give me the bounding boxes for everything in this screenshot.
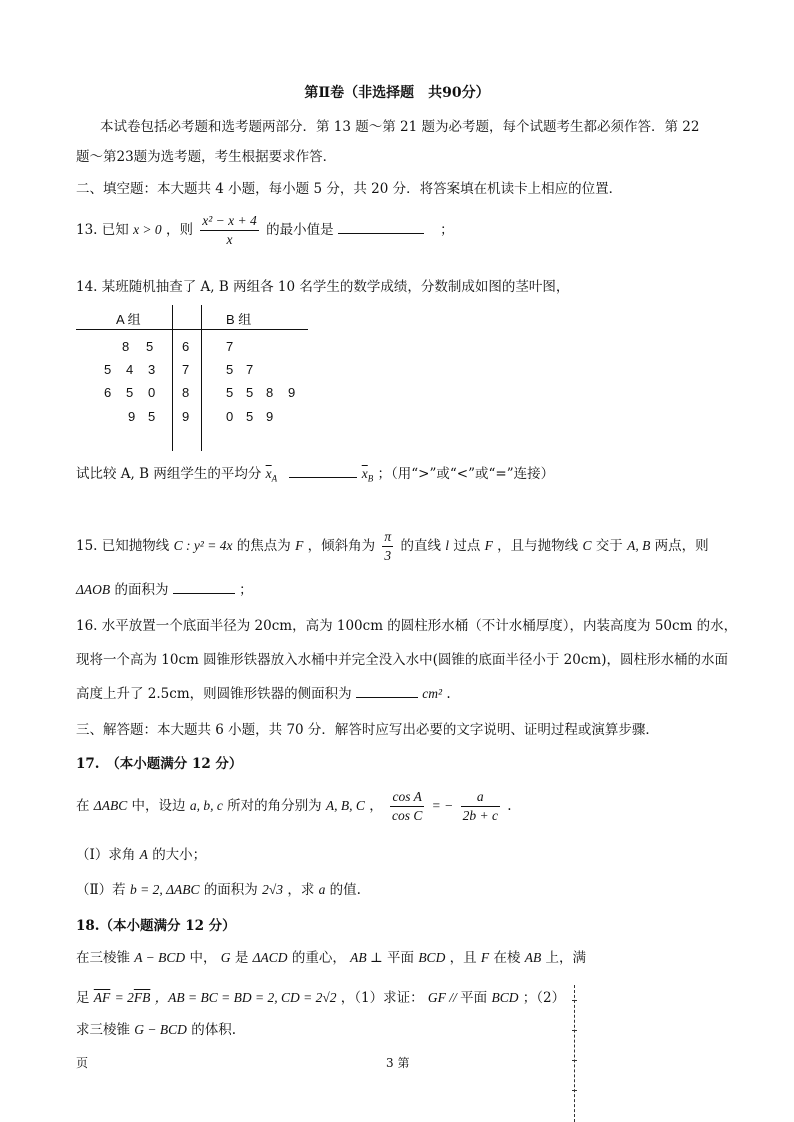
leaf-a: 0 (148, 385, 156, 400)
q17-text: 的面积为 (203, 882, 258, 898)
q18-text: 求三棱锥 (76, 1022, 130, 1038)
q18-vector-af: $\overline{AF}$ (93, 990, 111, 1005)
part2-heading: 二、填空题：本大题共 4 小题，每小题 5 分，共 20 分．将答案填在机读卡上相应的位置． (76, 181, 623, 197)
leaf-a: 5 (148, 409, 156, 424)
stem: 6 (182, 339, 190, 354)
q15-angle-den: 3 (384, 548, 392, 563)
leaf-b: 9 (288, 385, 296, 400)
q15-curve-name: C (582, 538, 592, 553)
q17-text: 的大小； (152, 847, 207, 863)
q15-focus: F (484, 538, 493, 553)
binding-tick (572, 1090, 577, 1091)
q14-mean-b: $\overline{x}$ (361, 466, 368, 481)
q16-end: . (446, 686, 451, 702)
q15-text: 的焦点为 (236, 538, 291, 554)
binding-line (574, 985, 575, 1122)
q15-text: 的直线 (400, 538, 441, 554)
q15-text: 的面积为 (114, 582, 169, 598)
q16-answer-blank[interactable] (356, 697, 418, 698)
q18-math: A − BCD (134, 950, 186, 965)
q18-text: 上，满 (545, 950, 587, 966)
q18-math: = 2 (114, 990, 134, 1005)
q17-angles: A, B, C (325, 798, 365, 813)
q18-text: ，（1）求证： (340, 990, 424, 1006)
q15-text: 交于 (595, 538, 623, 554)
q18-text: ；（2） (522, 990, 566, 1006)
q17-part-2 (76, 878, 361, 898)
q18-math: ，AB = BC = BD = 2, CD = 2√2 (154, 990, 337, 1005)
q14-mean-a: $\overline{x}$ (265, 466, 272, 481)
stem-leaf-row (76, 339, 308, 359)
intro-line-1: 本试卷包括必考题和选考题两部分．第 13 题～第 21 题为必考题，每个试题考生都必须作答．第 22 (100, 119, 700, 135)
question-16-line-1: 16. 水平放置一个底面半径为 20cm，高为 100cm 的圆柱形水桶（不计水桶厚度），内装高度为 50cm 的水， (76, 618, 738, 634)
q15-text: 过点 (453, 538, 481, 554)
stem: 9 (182, 409, 190, 424)
binding-tick (572, 1060, 577, 1061)
q16-text: 高度上升了 2.5cm，则圆锥形铁器的侧面积为 (76, 686, 352, 702)
q14-mean-b-sub: B (367, 473, 374, 484)
footer-page-number: 3 第 (386, 1056, 410, 1070)
q13-mid: ，则 (165, 222, 193, 238)
question-15-line-1 (76, 528, 709, 565)
q18-number: 18. (76, 918, 100, 934)
q15-points: A, B (627, 538, 651, 553)
q13-condition: x > 0 (133, 222, 162, 237)
stem-leaf-header-rule (76, 329, 308, 330)
q14-compare-line (76, 462, 554, 484)
q18-heading (76, 914, 236, 934)
q18-math: BCD (418, 950, 446, 965)
leaf-b: 7 (246, 362, 254, 377)
q17-frac1-den: cos C (392, 808, 423, 823)
stem-leaf-header-b: B 组 (226, 312, 252, 327)
q16-unit: cm² (422, 686, 443, 701)
q13-answer-blank[interactable] (338, 233, 424, 234)
q13-prefix: 13. 已知 (76, 222, 129, 238)
intro-line-2: 题～第23题为选考题，考生根据要求作答． (76, 149, 337, 165)
q15-text: 15. 已知抛物线 (76, 538, 170, 554)
q17-text: 在 (76, 798, 90, 814)
q18-math: AB ⊥ (350, 950, 383, 965)
q17-frac1-num: cos A (390, 788, 424, 807)
q17-frac2-num: a (461, 788, 500, 807)
q18-text: 中， (189, 950, 217, 966)
q15-text: 两点，则 (654, 538, 709, 554)
q15-text: ，且与抛物线 (497, 538, 579, 554)
leaf-a: 6 (104, 385, 112, 400)
question-15-line-2 (76, 578, 253, 598)
q17-text: ，求 (287, 882, 315, 898)
leaf-a: 4 (126, 362, 134, 377)
q17-statement (76, 788, 512, 825)
q15-answer-blank[interactable] (173, 593, 235, 594)
q17-fraction-cos (390, 788, 424, 825)
q17-condition: b = 2, ΔABC (129, 882, 200, 897)
q18-math: G (220, 950, 231, 965)
q18-math: F (480, 950, 490, 965)
leaf-a: 5 (146, 339, 154, 354)
q15-end: ； (239, 582, 253, 598)
leaf-a: 9 (128, 409, 136, 424)
q13-suffix: 的最小值是 (266, 222, 334, 238)
leaf-b: 5 (226, 385, 234, 400)
q17-sides: a, b, c (189, 798, 223, 813)
q17-number: 17. (76, 756, 113, 772)
q14-compare-prefix: 试比较 A, B 两组学生的平均分 (76, 466, 262, 482)
stem: 7 (182, 362, 190, 377)
q17-var: A (139, 847, 148, 862)
leaf-a: 3 (148, 362, 156, 377)
q15-parabola: C : y² = 4x (173, 538, 233, 553)
q15-line: l (445, 538, 450, 553)
q15-text: ，倾斜角为 (307, 538, 376, 554)
section-title: 第Ⅱ卷（非选择题 共90分） (304, 85, 490, 101)
q18-line-1 (76, 946, 586, 966)
leaf-b: 7 (226, 339, 234, 354)
stem-leaf-header-a: A 组 (116, 312, 141, 327)
q13-end: ； (440, 222, 454, 238)
q17-var: a (318, 882, 326, 897)
leaf-b: 5 (246, 409, 254, 424)
leaf-b: 9 (266, 409, 274, 424)
footer-left: 页 (76, 1056, 89, 1070)
q18-text: 的重心， (291, 950, 346, 966)
stem-leaf-row (76, 385, 308, 405)
q18-text: 在棱 (493, 950, 521, 966)
leaf-a: 5 (104, 362, 112, 377)
question-16-line-2: 现将一个高为 10cm 圆锥形铁器放入水桶中并完全没入水中(圆锥的底面半径小于 20cm)，圆柱形水桶的水面 (76, 652, 728, 668)
q17-fraction-sides (461, 788, 500, 825)
part3-heading: 三、解答题：本大题共 6 小题，共 70 分．解答时应写出必要的文字说明、证明过程或演算步骤． (76, 722, 659, 738)
stem: 8 (182, 385, 190, 400)
q15-triangle: ΔAOB (76, 582, 111, 597)
q14-answer-blank[interactable] (289, 477, 357, 478)
leaf-b: 5 (246, 385, 254, 400)
q13-numerator: x² − x + 4 (200, 212, 259, 231)
leaf-b: 5 (226, 362, 234, 377)
leaf-b: 0 (226, 409, 234, 424)
q17-part-1 (76, 843, 206, 863)
q18-text: ，且 (449, 950, 477, 966)
q18-text: 平面 (460, 990, 488, 1006)
q18-vector-fb: $\overline{FB}$ (133, 990, 151, 1005)
q14-mean-a-sub: A (271, 473, 278, 484)
q18-math: BCD (491, 990, 519, 1005)
q15-angle-num: π (382, 528, 393, 547)
q13-denominator: x (226, 232, 233, 247)
q18-math: GF // (427, 990, 461, 1005)
q18-math: G − BCD (134, 1022, 187, 1037)
q18-line-3 (76, 1018, 236, 1038)
stem-leaf-row (76, 362, 308, 382)
question-16-line-3 (76, 682, 451, 702)
q17-score: （本小题满分 12 分） (113, 756, 243, 772)
q18-line-2 (76, 986, 565, 1006)
q18-text: 足 (76, 990, 90, 1006)
stem-leaf-row (76, 409, 308, 429)
leaf-b: 8 (266, 385, 274, 400)
q13-fraction (200, 212, 259, 249)
q18-text: 在三棱锥 (76, 950, 130, 966)
binding-tick (572, 1030, 577, 1031)
q18-text: 平面 (387, 950, 415, 966)
leaf-a: 8 (122, 339, 130, 354)
leaf-a: 5 (126, 385, 134, 400)
q17-text: （Ⅰ）求角 (76, 847, 136, 863)
q14-compare-suffix: ；（用“>”或“<”或“=”连接） (377, 466, 555, 482)
q17-heading (76, 752, 242, 772)
q18-text: 的体积. (191, 1022, 236, 1038)
q18-math: ΔACD (252, 950, 288, 965)
q18-math: AB (524, 950, 542, 965)
question-14-text: 14. 某班随机抽查了 A, B 两组各 10 名学生的数学成绩，分数制成如图的茎叶图， (76, 279, 570, 295)
q15-focus: F (295, 538, 304, 553)
q17-frac2-den: 2b + c (462, 808, 498, 823)
q17-text: 的值. (329, 882, 361, 898)
q17-text: 中，设边 (131, 798, 186, 814)
q17-triangle: ΔABC (93, 798, 128, 813)
q17-text: 所对的角分别为 (227, 798, 322, 814)
q18-text: 是 (234, 950, 249, 966)
binding-tick (572, 1000, 577, 1001)
q17-text: ， (369, 798, 383, 814)
q17-area-value: 2√3 (262, 882, 284, 897)
q17-end: . (507, 798, 512, 814)
q17-equals: = − (431, 798, 454, 813)
q18-score: （本小题满分 12 分） (99, 918, 236, 934)
stem-leaf-plot (76, 305, 308, 451)
q15-angle-fraction (382, 528, 393, 565)
q17-text: （Ⅱ）若 (76, 882, 126, 898)
question-13 (76, 212, 454, 249)
